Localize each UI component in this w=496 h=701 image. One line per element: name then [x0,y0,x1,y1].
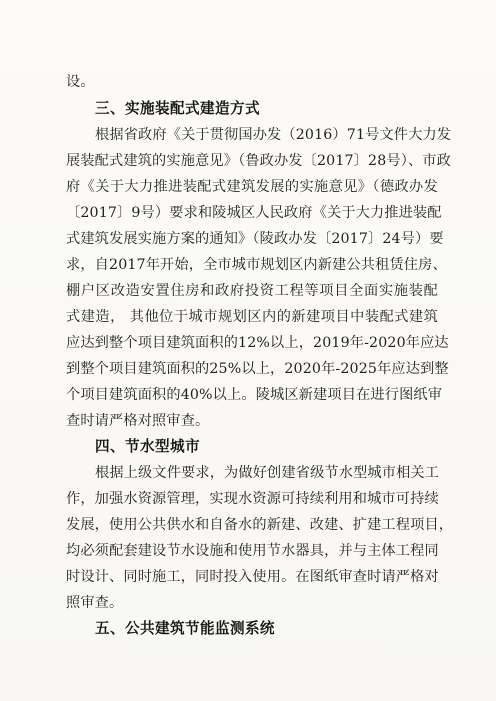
section-heading-water-saving-city: 四、节水型城市 [95,438,200,455]
paragraph-line: 府《关于大力推进装配式建筑发展的实施意见》（德政办发 [66,179,438,195]
paragraph-line: 展装配式建筑的实施意见》（鲁政办发〔2017〕28号）、市政 [66,153,451,169]
paragraph-line: 均必须配套建设节水设施和使用节水器具，并与主体工程同 [66,543,439,559]
paragraph-line: 发展，使用公共供水和自备水的新建、改建、扩建工程项目， [66,517,454,533]
paragraph-line: 应达到整个项目建筑面积的12%以上，2019年-2020年应达 [66,335,449,351]
section-heading-prefab-construction: 三、实施装配式建造方式 [95,100,260,117]
paragraph-line: 到整个项目建筑面积的25%以上，2020年-2025年应达到整 [66,361,449,377]
paragraph-line: 式建筑发展实施方案的通知》（陵政办发〔2017〕24号）要 [66,231,444,247]
paragraph-line: 求，自2017年开始，全市城市规划区内新建公共租赁住房、 [66,257,447,273]
paragraph-line: 时设计、同时施工，同时投入使用。在图纸审查时请严格对 [66,569,439,585]
paragraph-line: 棚户区改造安置住房和政府投资工程等项目全面实施装配 [66,283,438,299]
paragraph-line: 作，加强水资源管理，实现水资源可持续利用和城市可持续 [66,491,439,507]
section-heading-energy-monitoring: 五、公共建筑节能监测系统 [95,620,275,637]
carryover-line: 设。 [66,74,95,90]
paragraph-line: 根据省政府《关于贯彻国办发（2016）71号文件大力发 [95,127,452,143]
paragraph-line: 根据上级文件要求，为做好创建省级节水型城市相关工 [95,465,440,481]
paragraph-line: 查时请严格对照审查。 [66,413,210,429]
paragraph-line: 式建造， 其他位于城市规划区内的新建项目中装配式建筑 [66,309,438,325]
paragraph-line: 照审查。 [66,595,124,611]
paragraph-line: 〔2017〕9号）要求和陵城区人民政府《关于大力推进装配 [66,205,442,221]
paragraph-line: 个项目建筑面积的40%以上。陵城区新建项目在进行图纸审 [66,387,443,403]
